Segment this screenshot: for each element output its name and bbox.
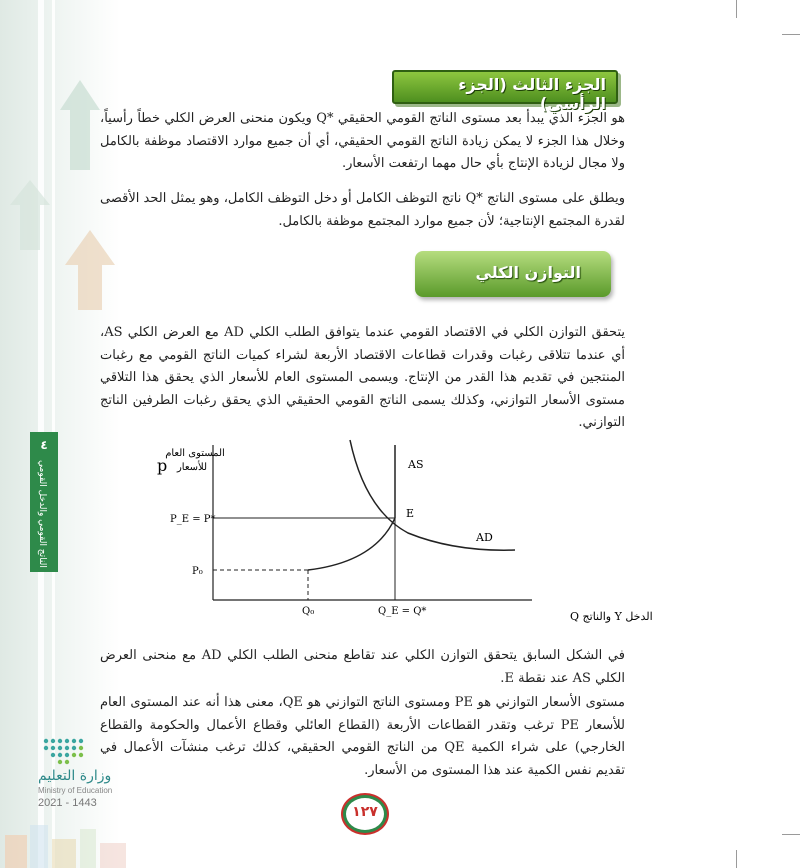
p0-label: P₀: [192, 566, 203, 577]
crop-mark: [782, 34, 800, 35]
page-number: ١٢٧: [352, 804, 378, 820]
pe-label: P_E = P*: [170, 514, 216, 525]
as-curve: [308, 445, 395, 570]
page-number-badge: [343, 795, 387, 833]
qe-label: Q_E = Q*: [378, 606, 427, 617]
ministry-name-english: Ministry of Education: [38, 786, 113, 795]
paragraph-full-employment: ويطلق على مستوى الناتج *Q ناتج التوظف الكامل أو دخل التوظف الكامل، وهو يمثل الحد الأقصى لقدرة المجتمع الإنتاجية؛ لأن جميع موارد المجتمع موظفة بالكامل.: [100, 191, 625, 229]
section-title: الجزء الثالث (الجزء الرأسي): [458, 75, 606, 113]
crop-mark: [782, 834, 800, 835]
as-label: AS: [408, 458, 424, 471]
paragraph-vertical-part: هو الجزء الذي يبدأ بعد مستوى الناتج القومي الحقيقي *Q ويكون منحنى العرض الكلي خطاً رأسياً، وخلال هذا الجزء لا يمكن زيادة الناتج القومي الحقيقي، أي أن جميع موارد الاقتصاد موظفة بالكامل ولا مجال لزيادة الإنتاج بأي حال مهما ارتفعت الأسعار.: [100, 111, 625, 171]
chapter-number: ٤: [40, 438, 48, 452]
crop-mark: [736, 850, 737, 868]
edition-year: 2021 - 1443: [38, 797, 97, 809]
section-title-box: [392, 70, 618, 113]
decorative-buildings: [0, 815, 140, 868]
ministry-name-arabic: وزارة التعليم: [38, 768, 112, 784]
y-axis-label-line2: للأسعار: [176, 462, 208, 473]
crop-mark: [736, 0, 737, 18]
chapter-title: الناتج القومي والدخل القومي: [37, 460, 47, 568]
paragraph-equilibrium-price: مستوى الأسعار التوازني هو PE ومستوى الناتج التوازني هو QE، معنى هذا أنه عند المستوى العام للأسعار PE ترغب وتقدر القطاعات الأربعة (القطاع العائلي وقطاع الأعمال والحكومة والقطاع الخارجي) على شراء الكمية QE من الناتج القومي الحقيقي، كذلك ترغب منشآت الأعمال في تقديم نفس الكمية عند هذا المستوى من الأسعار.: [100, 695, 625, 778]
paragraph-intersection: في الشكل السابق يتحقق التوازن الكلي عند تقاطع منحنى الطلب الكلي AD مع منحنى العرض الكلي AS عند نقطة E.: [100, 648, 625, 686]
y-axis-symbol: p: [157, 456, 168, 475]
subsection-title-box: [415, 251, 611, 297]
e-label: E: [406, 507, 415, 520]
y-axis-label-line1: المستوى العام: [165, 448, 225, 459]
ministry-logo-icon: [38, 735, 138, 769]
paragraph-equilibrium: يتحقق التوازن الكلي في الاقتصاد القومي عندما يتوافق الطلب الكلي AD مع العرض الكلي AS، أي عندما تتلاقى رغبات وقدرات قطاعات الاقتصاد الأربعة لشراء كميات الناتج القومي مع رغبات المنتجين في تقديم هذا القدر من الإنتاج. ويسمى المستوى العام للأسعار الذي يحقق هذا التلاقي مستوى الأسعار التوازني، وكذلك يسمى الناتج القومي الحقيقي الذي يحقق رغبات الطرفين الناتج التوازني.: [100, 325, 625, 430]
x-axis-label: الدخل Y والناتج Q: [570, 610, 653, 623]
chapter-side-tab: [30, 432, 58, 572]
subsection-title: التوازن الكلي: [475, 263, 581, 282]
ad-label: AD: [476, 531, 493, 544]
equilibrium-graph: [140, 440, 653, 630]
q0-label: Q₀: [302, 606, 315, 617]
